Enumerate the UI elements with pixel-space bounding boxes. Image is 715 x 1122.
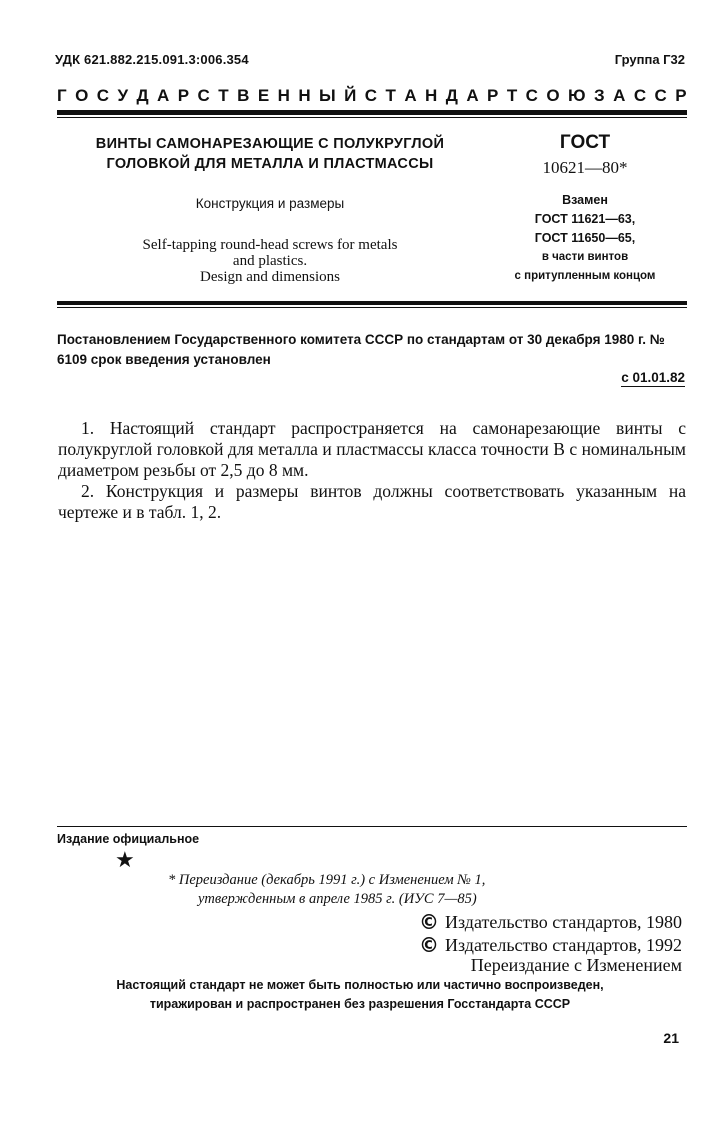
- replaces-item-2: ГОСТ 11650—65,: [534, 231, 636, 245]
- heading-letter: Н: [425, 86, 438, 105]
- heading-letter: У: [117, 86, 129, 105]
- notice-line-2: тиражирован и распространен без разрешения Госстандарта СССР: [149, 997, 571, 1011]
- heading-letter: Н: [277, 86, 290, 105]
- heading-letter: С: [525, 86, 538, 105]
- reproduction-notice: [30, 976, 690, 1014]
- paragraph-2: 2. Конструкция и размеры винтов должны соответствовать указанным на чертеже и в табл. 1, 2.: [58, 481, 686, 522]
- heading-letter: О: [546, 86, 560, 105]
- header-divider-thick: [57, 110, 687, 115]
- replaces-item-3: в части винтов: [541, 251, 629, 263]
- copyright-line-2: [419, 933, 682, 957]
- gost-number: 10621—80*: [542, 158, 628, 177]
- heading-letter: Й: [344, 86, 357, 105]
- heading-letter: Р: [675, 86, 687, 105]
- title-en-line-3: Design and dimensions: [200, 269, 340, 285]
- copyright-text-2: Издательство стандартов, 1992: [445, 934, 682, 955]
- title-line-2: ГОЛОВКОЙ ДЛЯ МЕТАЛЛА И ПЛАСТМАССЫ: [106, 156, 434, 172]
- heading-letter: С: [654, 86, 667, 105]
- heading-letter: Т: [506, 86, 518, 105]
- heading-letter: С: [364, 86, 378, 105]
- reissue-line-2: утвержденным в апреле 1985 г. (ИУС 7—85): [198, 891, 477, 907]
- title-divider-thick: [57, 301, 687, 305]
- notice-line-1: Настоящий стандарт не может быть полностью или частично воспроизведен,: [116, 978, 604, 992]
- replaces-block: [470, 191, 700, 286]
- title-line-1: ВИНТЫ САМОНАРЕЗАЮЩИЕ С ПОЛУКРУГЛОЙ: [95, 136, 445, 152]
- heading-letter: Е: [257, 86, 270, 105]
- header-divider-thin: [57, 117, 687, 118]
- heading-letter: С: [633, 86, 647, 105]
- group-code: Группа Г32: [614, 52, 685, 67]
- title-english: [60, 237, 480, 285]
- edition-label: Издание официальное: [57, 832, 200, 846]
- heading-letter: А: [466, 86, 479, 105]
- heading-letter: Ю: [568, 86, 586, 105]
- reissue-with-change: Переиздание с Изменением: [470, 955, 682, 975]
- udk-code: УДК 621.882.215.091.3:006.354: [55, 52, 249, 67]
- heading-letter: Н: [298, 86, 311, 105]
- heading-letter: А: [404, 86, 417, 105]
- star-icon: ★: [115, 848, 135, 873]
- title-en-line-1: Self-tapping round-head screws for metals: [142, 237, 398, 253]
- copyright-icon: ©: [419, 933, 440, 957]
- heading-letter: С: [197, 86, 210, 105]
- heading-letter: Р: [177, 86, 190, 105]
- heading-letter: А: [613, 86, 626, 105]
- reissue-line-1: * Переиздание (декабрь 1991 г.) с Изменением № 1,: [168, 872, 486, 888]
- copyright-line-1: [419, 910, 682, 934]
- heading-letter: Р: [487, 86, 499, 105]
- gost-label: ГОСТ: [559, 132, 611, 153]
- heading-letter: Д: [445, 86, 458, 105]
- title-en-line-2: and plastics.: [232, 253, 308, 269]
- title-divider-thin: [57, 307, 687, 308]
- heading-letter: Т: [385, 86, 396, 105]
- subtitle-russian: Конструкция и размеры: [195, 196, 345, 211]
- replaces-item-1: ГОСТ 11621—63,: [534, 212, 636, 226]
- heading-letter: А: [157, 86, 170, 105]
- page-number: 21: [663, 1030, 679, 1046]
- heading-letter: О: [75, 86, 89, 105]
- heading-letter: С: [96, 86, 110, 105]
- heading-letter: В: [237, 86, 250, 105]
- heading-letter: Т: [218, 86, 229, 105]
- heading-letter: Д: [136, 86, 149, 105]
- decree-text: Постановлением Государственного комитета СССР по стандартам от 30 декабря 1980 г. № 6109 срок введения установлен: [57, 332, 665, 367]
- state-standard-heading: [57, 86, 687, 106]
- footer-divider: [57, 826, 687, 827]
- document-title: [60, 134, 480, 174]
- paragraph-1: 1. Настоящий стандарт распространяется на самонарезающие винты с полукруглой головкой для металла и пластмассы класса точности В с номинальным диаметром резьбы от 2,5 до 8 мм.: [58, 418, 686, 480]
- heading-letter: Г: [57, 86, 67, 105]
- heading-letter: З: [594, 86, 605, 105]
- effective-date: с 01.01.82: [621, 370, 685, 385]
- replaces-item-4: с притупленным концом: [514, 270, 656, 282]
- copyright-icon: ©: [419, 910, 440, 934]
- heading-letter: Ы: [319, 86, 336, 105]
- replaces-label: Взамен: [562, 193, 608, 207]
- reissue-note: [168, 871, 598, 909]
- body-text: [58, 418, 686, 523]
- copyright-text-1: Издательство стандартов, 1980: [445, 911, 682, 932]
